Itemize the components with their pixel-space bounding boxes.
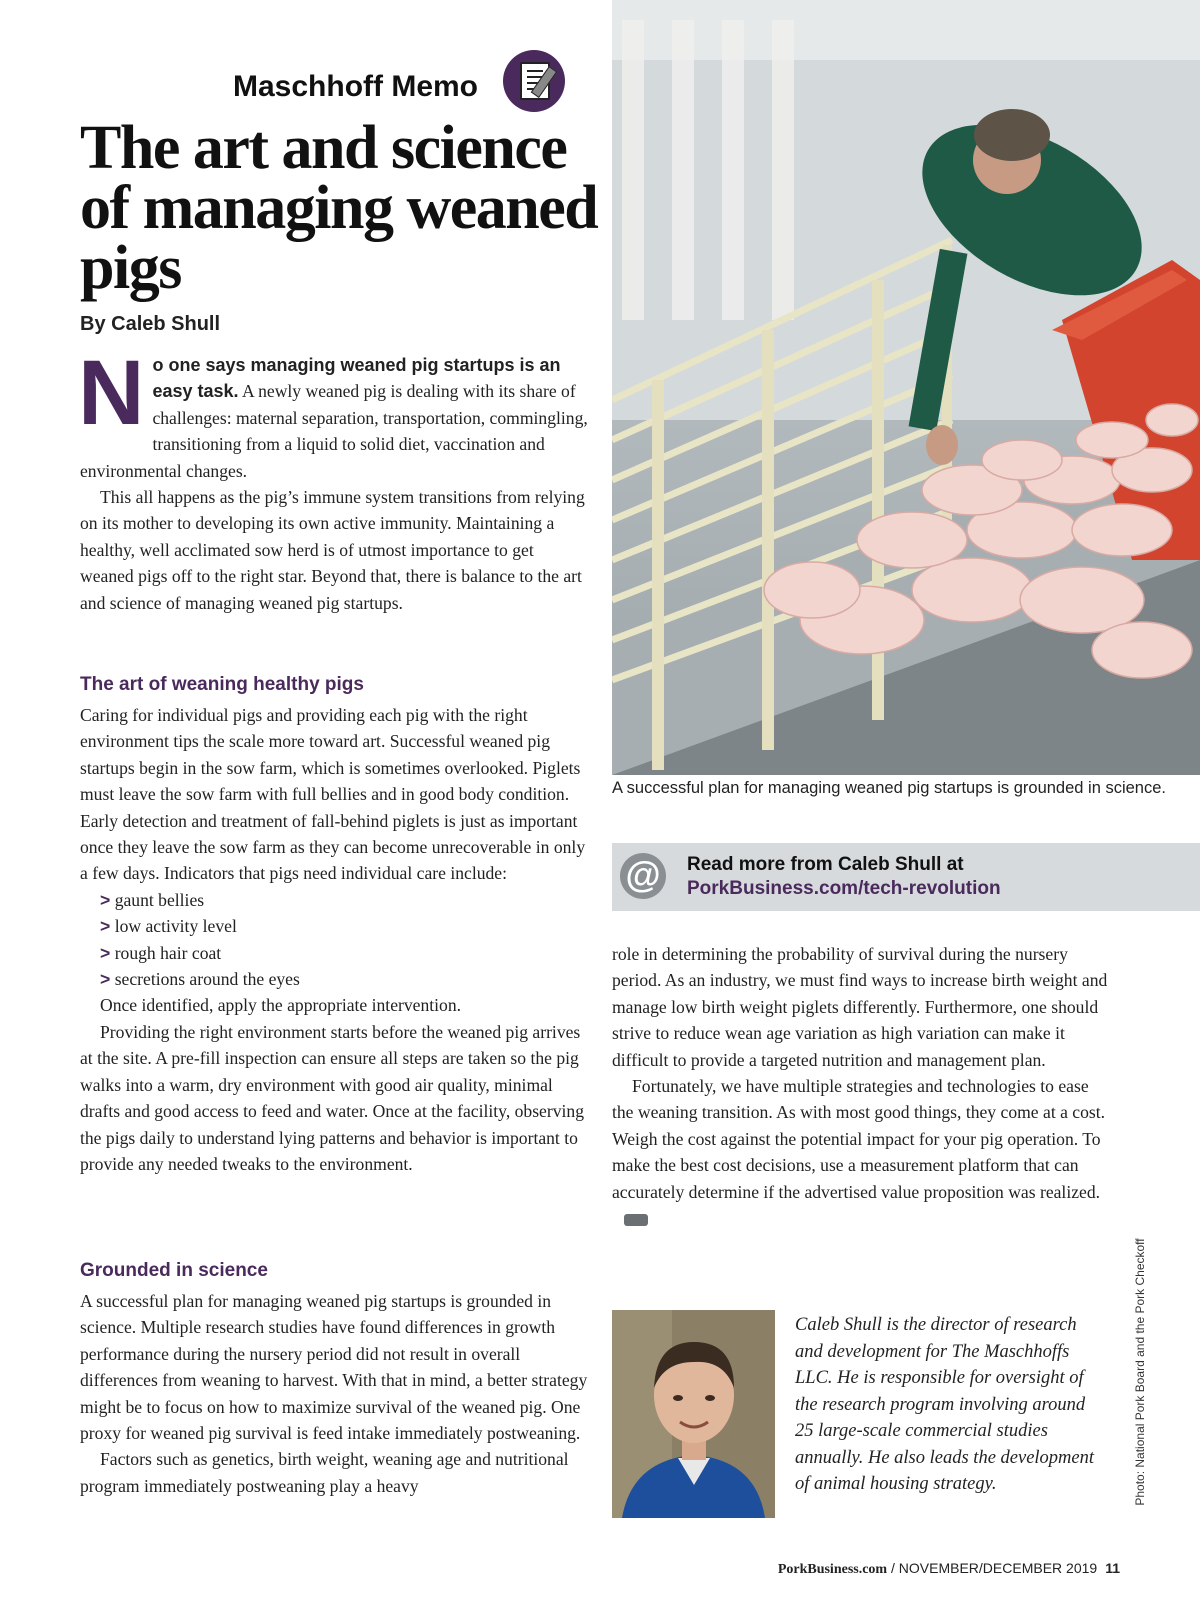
paragraph: This all happens as the pig’s immune system transitions from relying on its mother to developing its own active immunity. Maintaining a healthy, well acclimated sow herd is of utmost importance to get weaned pigs off to the right star. Beyond that, there is balance to the art and science of managing weaned pig startups. (80, 487, 585, 613)
paragraph: A successful plan for managing weaned pig startups is grounded in science. Multiple research studies have found differences in growth performance during the nursery period did not result in overall differences from weaning to harvest. With that in mind, a better strategy might be to focus on how to maximize survival of the weaned pig. One proxy for weaned pig survival is feed intake immediately postweaning. (80, 1291, 588, 1444)
section-body (80, 702, 590, 1177)
byline: By Caleb Shull (80, 313, 221, 335)
list-item: > low activity level (100, 916, 237, 937)
author-bio: Caleb Shull is the director of research and development for The Maschhoffs LLC. He is responsible for oversight of the research program involving around 25 large-scale commercial studies annually. He also leads the development of animal housing strategy. (795, 1315, 1095, 1494)
list-item: > gaunt bellies (100, 889, 205, 910)
paragraph: role in determining the probability of survival during the nursery period. As an industry, we must find ways to increase birth weight and manage low birth weight piglets differently. Furthermore, one should strive to reduce wean age variation as high variation can make it difficult to provide a targeted nutrition and management plan. (612, 944, 1108, 1070)
paragraph: Once identified, apply the appropriate intervention. (100, 995, 462, 1016)
intro-block (78, 342, 590, 616)
article-title: The art and science of managing weaned pigs (80, 114, 598, 302)
memo-pencil-icon (503, 50, 565, 112)
paragraph: Fortunately, we have multiple strategies and technologies to ease the weaning transition. As with most good things, they come at a cost. Weigh the cost against the potential impact for your pig operation. To make the best cost decisions, use a measurement platform that can accurately determine if the advertised value proposition was realized. (612, 1073, 1112, 1231)
lead-in: o one says managing weaned pig startups is an easy task. (152, 355, 561, 402)
read-more-box (612, 843, 1200, 911)
paragraph: Caring for individual pigs and providing each pig with the right environment tips the scale more toward art. Successful weaned pig startups begin in the sow farm, which is sometimes overlooked. Piglets must leave the sow farm with full bellies and in good body condition. Early detection and treatment of fall-behind piglets is just as important once they leave the sow farm as they can become unrecoverable in only a few days. Indicators that pigs need individual care include: (80, 705, 586, 884)
article-photo (612, 0, 1200, 775)
paragraph: Factors such as genetics, birth weight, weaning age and nutritional program immediately postweaning play a heavy (80, 1449, 569, 1496)
at-sign-icon: @ (620, 853, 666, 899)
section-heading: Grounded in science (80, 1260, 268, 1281)
drop-cap: N (78, 342, 145, 444)
photo-caption: A successful plan for managing weaned pig startups is grounded in science. (612, 779, 1166, 797)
section-heading: The art of weaning healthy pigs (80, 674, 364, 695)
read-more-text: Read more from Caleb Shull at (687, 854, 964, 875)
photo-credit: Photo: National Pork Board and the Pork Checkoff (1133, 1238, 1147, 1506)
paragraph: Providing the right environment starts before the weaned pig arrives at the site. A pre-fill inspection can ensure all steps are taken so the pig walks into a warm, dry environment with good air quality, minimal drafts and good access to feed and water. Once at the facility, observing the pigs daily to understand lying patterns and behavior is important to provide any needed tweaks to the environment. (80, 1021, 584, 1174)
continued-body (612, 941, 1112, 1231)
footer-date: NOVEMBER/DECEMBER 2019 (898, 1560, 1098, 1576)
section-body (80, 1288, 590, 1499)
list-item: > rough hair coat (100, 942, 222, 963)
page-footer: PorkBusiness.com / NOVEMBER/DECEMBER 2019 11 (777, 1560, 1120, 1577)
pigs-photo-illustration (612, 0, 1200, 775)
footer-site: PorkBusiness.com (777, 1562, 888, 1577)
author-headshot (612, 1310, 775, 1518)
list-item: > secretions around the eyes (100, 969, 300, 990)
intro-paragraph (78, 342, 590, 484)
page-number: 11 (1105, 1560, 1120, 1576)
section-label: Maschhoff Memo (233, 70, 479, 103)
end-of-article-pig-icon (624, 1214, 648, 1226)
read-more-link[interactable]: PorkBusiness.com/tech-revolution (687, 878, 1001, 899)
intro-text: A newly weaned pig is dealing with its share of challenges: maternal separation, transportation, commingling, transitioning from a liquid to solid diet, vaccination and environmental changes. (80, 381, 588, 481)
